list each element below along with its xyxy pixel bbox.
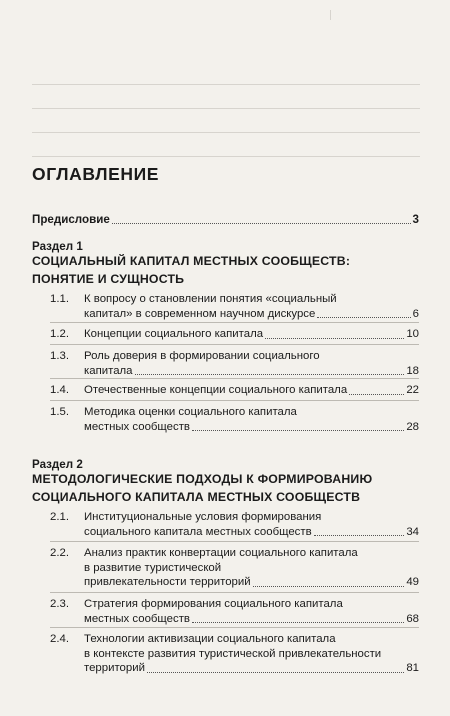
- section-label: Раздел 1: [32, 240, 83, 253]
- section-title-line: СОЦИАЛЬНОГО КАПИТАЛА МЕСТНЫХ СООБЩЕСТВ: [32, 490, 361, 504]
- entry-text: местных сообществ: [84, 420, 190, 433]
- dot-leader: [147, 672, 404, 673]
- toc-entry-preface[interactable]: [32, 213, 419, 227]
- entry-text: Роль доверия в формировании социального: [84, 350, 320, 362]
- section-title-line: ПОНЯТИЕ И СУЩНОСТЬ: [32, 272, 185, 286]
- divider: [50, 344, 419, 345]
- dot-leader: [317, 317, 410, 318]
- entry-text: территорий: [84, 662, 145, 674]
- page-number: 34: [406, 525, 419, 538]
- entry-number: 1.5.: [50, 406, 69, 418]
- dot-leader: [112, 223, 411, 224]
- entry-label: Предисловие: [32, 213, 110, 226]
- entry-text: капитала: [84, 364, 133, 377]
- entry-number: 1.3.: [50, 350, 69, 362]
- page-number: 6: [412, 307, 419, 320]
- page-number: 81: [406, 662, 419, 674]
- entry-text: Институциональные условия формирования: [84, 511, 322, 523]
- entry-text: в развитие туристической: [84, 561, 222, 574]
- entry-number: 2.1.: [50, 511, 69, 523]
- divider: [50, 541, 419, 542]
- section-title: [32, 470, 422, 506]
- divider: [50, 378, 419, 379]
- page-number: 10: [406, 328, 419, 340]
- entry-text: социального капитала местных сообществ: [84, 525, 312, 538]
- page-number: 22: [406, 384, 419, 396]
- section-title-line: СОЦИАЛЬНЫЙ КАПИТАЛ МЕСТНЫХ СООБЩЕСТВ:: [32, 254, 351, 268]
- dot-leader: [135, 374, 405, 375]
- section-title-line: МЕТОДОЛОГИЧЕСКИЕ ПОДХОДЫ К ФОРМИРОВАНИЮ: [32, 472, 373, 486]
- dot-leader: [265, 338, 404, 339]
- section-title: [32, 252, 422, 288]
- page-number: 28: [406, 420, 419, 433]
- dot-leader: [314, 535, 405, 536]
- entry-text: К вопросу о становлении понятия «социальный: [84, 293, 337, 305]
- entry-text: Отечественные концепции социального капитала: [84, 384, 348, 396]
- dot-leader: [192, 430, 404, 431]
- page-number: 49: [406, 576, 419, 588]
- dot-leader: [349, 394, 404, 395]
- entry-text: капитал» в современном научном дискурсе: [84, 307, 316, 320]
- entry-text: местных сообществ: [84, 612, 190, 625]
- dot-leader: [192, 622, 404, 623]
- entry-text: Анализ практик конвертации социального капитала: [84, 547, 358, 559]
- page-number: 3: [412, 213, 419, 226]
- entry-text: привлекательности территорий: [84, 576, 251, 588]
- dot-leader: [253, 586, 405, 587]
- entry-number: 1.4.: [50, 384, 69, 396]
- entry-number: 1.2.: [50, 328, 69, 340]
- bleed-through-reverse-page: [0, 0, 450, 165]
- entry-number: 2.4.: [50, 633, 69, 645]
- toc-title: ОГЛАВЛЕНИЕ: [32, 164, 160, 184]
- entry-text: Технологии активизации социального капитала: [84, 633, 336, 645]
- page-number: 18: [406, 364, 419, 377]
- entry-number: 1.1.: [50, 293, 69, 305]
- divider: [50, 322, 419, 323]
- section-label: Раздел 2: [32, 458, 83, 471]
- entry-text: в контексте развития туристической привлекательности: [84, 647, 382, 660]
- entry-number: 2.2.: [50, 547, 69, 559]
- entry-text: Стратегия формирования социального капитала: [84, 598, 343, 610]
- entry-text: Концепции социального капитала: [84, 328, 264, 340]
- page-number: 68: [406, 612, 419, 625]
- divider: [50, 627, 419, 628]
- entry-number: 2.3.: [50, 598, 69, 610]
- divider: [50, 592, 419, 593]
- divider: [50, 400, 419, 401]
- entry-text: Методика оценки социального капитала: [84, 406, 297, 418]
